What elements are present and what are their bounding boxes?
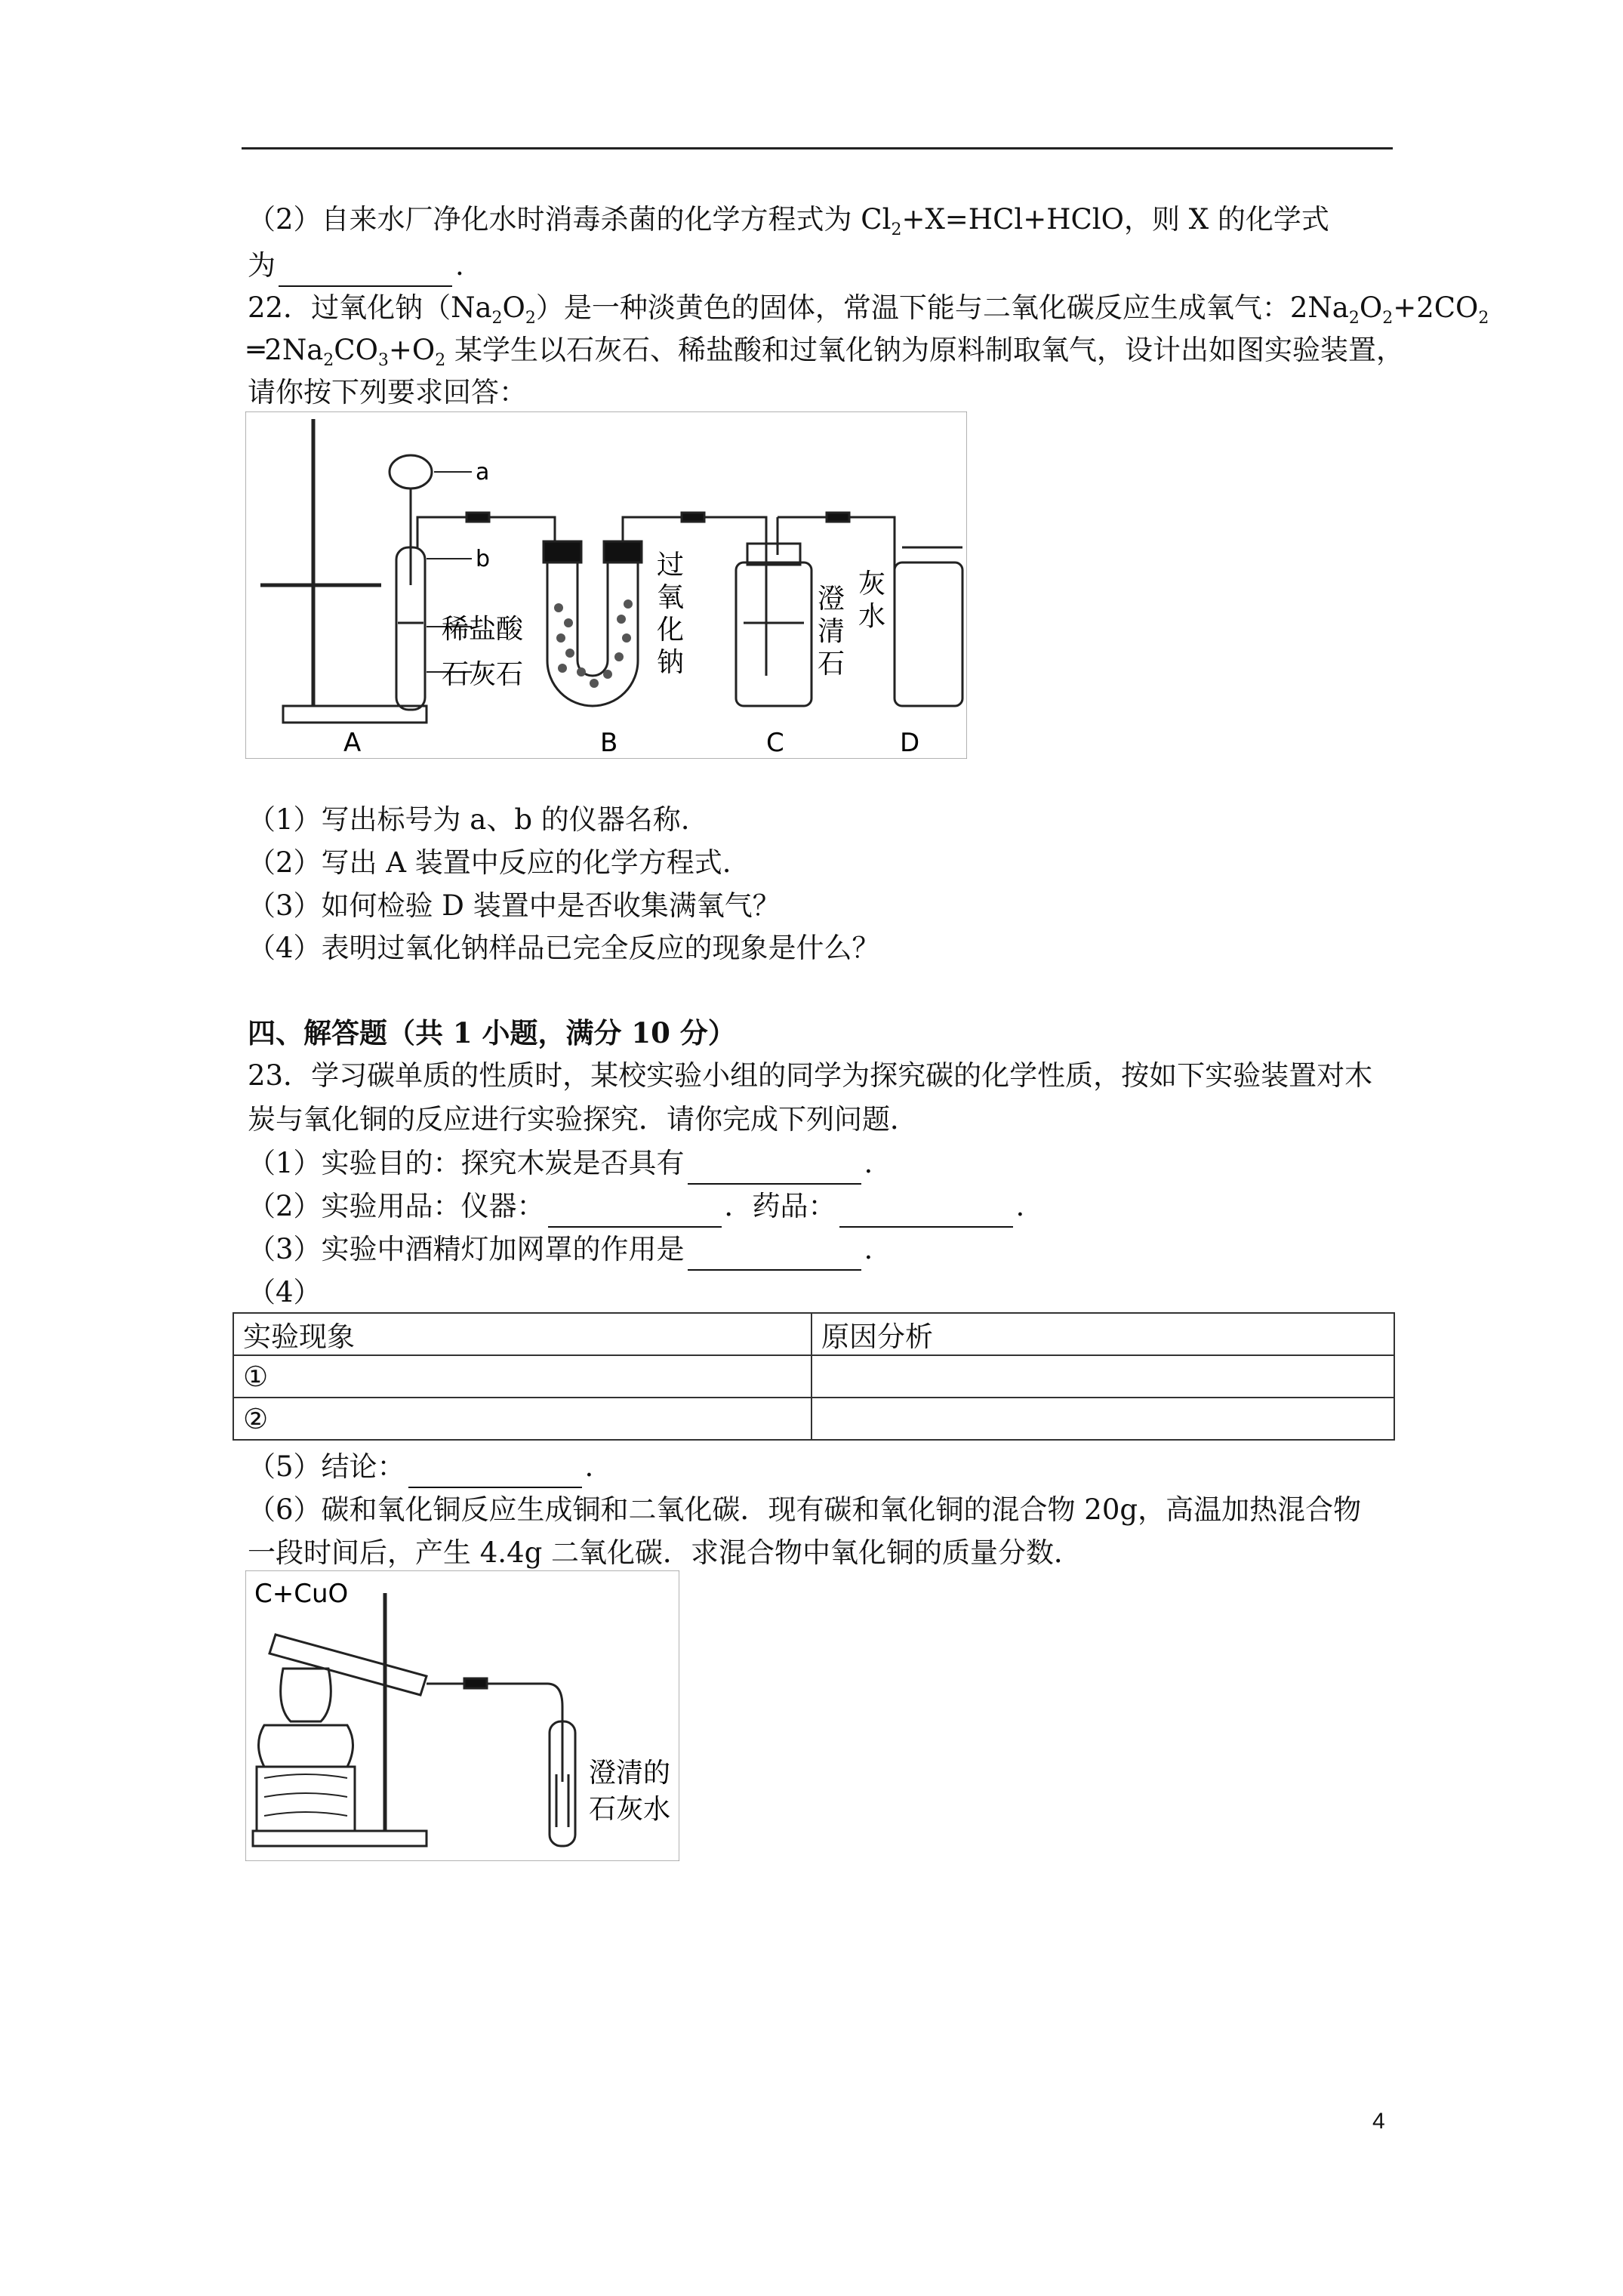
table-header-row [233,1313,1394,1355]
answer-blank[interactable] [279,255,452,287]
q23-part6-line1: （6）碳和氧化铜反应生成铜和二氧化碳．现有碳和氧化铜的混合物 20g，高温加热混合物 [248,1493,1362,1526]
q23-part2: （2）实验用品：仪器： ．药品： . [248,1185,1024,1228]
page-number: 4 [1372,2109,1385,2134]
svg-text:水: 水 [858,601,886,632]
q21-part2-line1: （2）自来水厂净化水时消毒杀菌的化学方程式为 $Cl_2+X=HCl+HClO$，则 X 的化学式 [248,203,1329,239]
apparatus-figure-carbon-cuo [245,1570,679,1861]
table-row [233,1355,1394,1398]
answer-blank[interactable] [839,1196,1013,1228]
label-a: a [476,459,490,485]
label-sodium-peroxide [657,550,684,678]
q22-subq2: （2）写出 A 装置中反应的化学方程式. [248,846,731,879]
svg-text:清: 清 [818,616,845,647]
q23-part6-line2: 一段时间后，产生 4.4g 二氧化碳．求混合物中氧化铜的质量分数． [248,1536,1083,1569]
table-cell[interactable] [812,1398,1394,1440]
q23-part1: （1）实验目的：探究木炭是否具有 . [248,1142,873,1185]
label-limewater: 澄清的 [589,1758,671,1789]
q23-part3: （3）实验中酒精灯加网罩的作用是 . [248,1228,873,1271]
table-cell: ① [233,1355,812,1398]
answer-blank[interactable] [688,1153,861,1185]
stand-base [253,1831,427,1846]
q22-subq1: （1）写出标号为 a、b 的仪器名称. [248,803,690,836]
header-rule [242,147,1393,149]
svg-text:澄: 澄 [818,584,845,615]
q23-part4: （4） [248,1276,322,1308]
table-cell: ② [233,1398,812,1440]
svg-text:灰: 灰 [858,569,886,599]
label-C: C [766,728,784,758]
svg-text:过: 过 [657,550,685,581]
label-limestone: 石灰石 [442,659,524,690]
table-header: 原因分析 [812,1313,1394,1355]
q21-part2-line2: 为 . [248,245,464,287]
q22-line2: $═2Na_2CO_3+O_2$ 某学生以石灰石、稀盐酸和过氧化钠为原料制取氧气，设计出如图实验装置， [248,334,1405,370]
label-b: b [476,546,491,572]
table-header: 实验现象 [233,1313,812,1355]
svg-text:氧: 氧 [657,582,685,613]
q22-line1: 22．过氧化钠$(Na_2O_2)$是一种淡黄色的固体，常温下能与二氧化碳反应生成氧气：$2Na_2O_2+2CO_2$ [248,291,1489,328]
label-A: A [343,728,362,758]
svg-text:石: 石 [818,649,845,680]
section-heading: 四、解答题（共 1 小题，满分 10 分） [248,1016,736,1049]
label-limewater [818,569,885,680]
svg-text:化: 化 [657,615,685,646]
q22-subq4: （4）表明过氧化钠样品已完全反应的现象是什么？ [248,932,880,964]
label-dilute-hcl: 稀盐酸 [442,614,524,645]
q23-line1: 23．学习碳单质的性质时，某校实验小组的同学为探究碳的化学性质，按如下实验装置对木 [248,1059,1373,1092]
svg-text:钠: 钠 [657,647,685,678]
answer-blank[interactable] [548,1196,722,1228]
q22-line3: 请你按下列要求回答： [248,376,527,408]
q23-part5: （5）结论： . [248,1446,593,1488]
table-cell[interactable] [812,1355,1394,1398]
apparatus-figure-abcd [245,411,967,759]
observation-table [233,1312,1395,1441]
table-row [233,1398,1394,1440]
label-c-cuo: C+CuO [254,1579,349,1609]
q23-line2: 炭与氧化铜的反应进行实验探究．请你完成下列问题． [248,1103,918,1136]
answer-blank[interactable] [688,1239,861,1271]
q22-subq3: （3）如何检验 D 装置中是否收集满氧气？ [248,889,781,922]
label-D: D [900,728,920,758]
label-limewater: 石灰水 [589,1794,671,1825]
answer-blank[interactable] [408,1456,582,1488]
label-B: B [600,728,618,758]
